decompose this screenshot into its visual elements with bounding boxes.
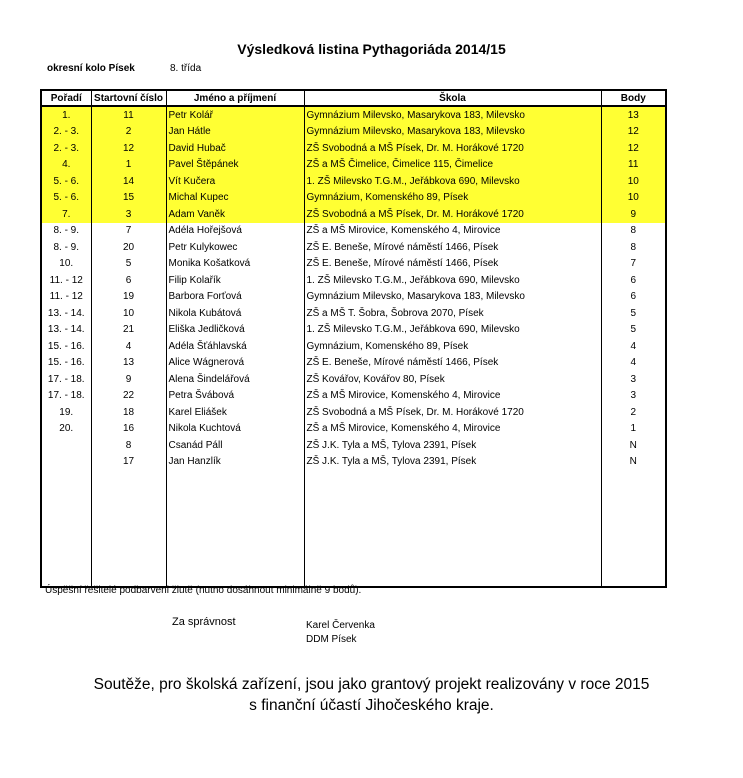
- table-row: [41, 322, 666, 339]
- empty-cell: [91, 487, 166, 504]
- start-number-cell: 3: [91, 206, 166, 223]
- rank-cell: 8. - 9.: [41, 239, 91, 256]
- points-cell: 3: [601, 371, 666, 388]
- points-cell: 2: [601, 404, 666, 421]
- name-cell: Petr Kolář: [166, 106, 304, 124]
- results-table: [40, 89, 667, 588]
- name-cell: Michal Kupec: [166, 190, 304, 207]
- empty-cell: [601, 487, 666, 504]
- table-row: [41, 454, 666, 471]
- points-cell: 1: [601, 421, 666, 438]
- name-cell: Petr Kulykowec: [166, 239, 304, 256]
- rank-cell: 17. - 18.: [41, 388, 91, 405]
- table-row: [41, 421, 666, 438]
- school-cell: 1. ZŠ Milevsko T.G.M., Jeřábkova 690, Milevsko: [304, 173, 601, 190]
- empty-cell: [601, 569, 666, 587]
- rank-cell: 11. - 12: [41, 289, 91, 306]
- school-cell: Gymnázium, Komenského 89, Písek: [304, 338, 601, 355]
- rank-cell: 13. - 14.: [41, 322, 91, 339]
- empty-cell: [304, 569, 601, 587]
- school-cell: ZŠ E. Beneše, Mírové náměstí 1466, Písek: [304, 256, 601, 273]
- empty-row: [41, 536, 666, 553]
- table-row: [41, 256, 666, 273]
- name-cell: Jan Hanzlík: [166, 454, 304, 471]
- rank-cell: 11. - 12: [41, 272, 91, 289]
- signature-org: DDM Písek: [306, 634, 357, 645]
- table-row: [41, 106, 666, 124]
- start-number-cell: 10: [91, 305, 166, 322]
- empty-cell: [166, 536, 304, 553]
- table-row: [41, 223, 666, 240]
- empty-cell: [601, 503, 666, 520]
- empty-cell: [166, 503, 304, 520]
- empty-cell: [166, 569, 304, 587]
- start-number-cell: 11: [91, 106, 166, 124]
- points-cell: 8: [601, 239, 666, 256]
- name-cell: Alena Šindelářová: [166, 371, 304, 388]
- footer-line-1: Soutěže, pro školská zařízení, jsou jako grantový projekt realizovány v roce 2015: [93, 676, 650, 693]
- header-start-number: Startovní číslo: [91, 90, 166, 106]
- empty-row: [41, 503, 666, 520]
- school-cell: ZŠ Svobodná a MŠ Písek, Dr. M. Horákové 1720: [304, 206, 601, 223]
- empty-cell: [41, 536, 91, 553]
- name-cell: Adam Vaněk: [166, 206, 304, 223]
- name-cell: Alice Wágnerová: [166, 355, 304, 372]
- table-header-row: [41, 90, 666, 106]
- school-cell: ZŠ J.K. Tyla a MŠ, Tylova 2391, Písek: [304, 454, 601, 471]
- points-cell: 7: [601, 256, 666, 273]
- points-cell: 10: [601, 173, 666, 190]
- points-cell: 9: [601, 206, 666, 223]
- start-number-cell: 22: [91, 388, 166, 405]
- table-row: [41, 305, 666, 322]
- start-number-cell: 15: [91, 190, 166, 207]
- start-number-cell: 8: [91, 437, 166, 454]
- table-row: [41, 388, 666, 405]
- empty-cell: [41, 569, 91, 587]
- start-number-cell: 2: [91, 124, 166, 141]
- table-row: [41, 371, 666, 388]
- name-cell: Nikola Kubátová: [166, 305, 304, 322]
- rank-cell: 1.: [41, 106, 91, 124]
- name-cell: Nikola Kuchtová: [166, 421, 304, 438]
- start-number-cell: 16: [91, 421, 166, 438]
- rank-cell: 17. - 18.: [41, 371, 91, 388]
- empty-cell: [304, 520, 601, 537]
- rank-cell: 13. - 14.: [41, 305, 91, 322]
- empty-cell: [41, 553, 91, 570]
- name-cell: Karel Eliášek: [166, 404, 304, 421]
- points-cell: 12: [601, 140, 666, 157]
- empty-cell: [41, 503, 91, 520]
- school-cell: ZŠ a MŠ T. Šobra, Šobrova 2070, Písek: [304, 305, 601, 322]
- rank-cell: 19.: [41, 404, 91, 421]
- school-cell: ZŠ Svobodná a MŠ Písek, Dr. M. Horákové 1720: [304, 404, 601, 421]
- empty-cell: [304, 536, 601, 553]
- grade-label: 8. třída: [170, 63, 202, 74]
- header-name: Jméno a příjmení: [166, 90, 304, 106]
- points-cell: 3: [601, 388, 666, 405]
- empty-row: [41, 470, 666, 487]
- empty-cell: [91, 569, 166, 587]
- name-cell: Csanád Páll: [166, 437, 304, 454]
- points-cell: 5: [601, 322, 666, 339]
- table-row: [41, 289, 666, 306]
- points-cell: 13: [601, 106, 666, 124]
- start-number-cell: 19: [91, 289, 166, 306]
- empty-cell: [91, 470, 166, 487]
- name-cell: Jan Hátle: [166, 124, 304, 141]
- table-row: [41, 190, 666, 207]
- empty-cell: [601, 553, 666, 570]
- empty-cell: [41, 470, 91, 487]
- table-row: [41, 239, 666, 256]
- school-cell: Gymnázium Milevsko, Masarykova 183, Milevsko: [304, 106, 601, 124]
- rank-cell: 20.: [41, 421, 91, 438]
- empty-cell: [304, 503, 601, 520]
- points-cell: 5: [601, 305, 666, 322]
- empty-cell: [91, 553, 166, 570]
- rank-cell: 2. - 3.: [41, 140, 91, 157]
- points-cell: N: [601, 437, 666, 454]
- name-cell: Filip Kolařík: [166, 272, 304, 289]
- school-cell: Gymnázium, Komenského 89, Písek: [304, 190, 601, 207]
- empty-row: [41, 569, 666, 587]
- name-cell: Petra Švábová: [166, 388, 304, 405]
- footer-line-2: s finanční účastí Jihočeského kraje.: [249, 697, 494, 714]
- name-cell: Barbora Forťová: [166, 289, 304, 306]
- name-cell: Pavel Štěpánek: [166, 157, 304, 174]
- table-row: [41, 157, 666, 174]
- table-row: [41, 355, 666, 372]
- table-row: [41, 404, 666, 421]
- points-cell: 11: [601, 157, 666, 174]
- rank-cell: [41, 437, 91, 454]
- empty-cell: [601, 470, 666, 487]
- start-number-cell: 21: [91, 322, 166, 339]
- school-cell: ZŠ a MŠ Čimelice, Čimelice 115, Čimelice: [304, 157, 601, 174]
- empty-row: [41, 553, 666, 570]
- start-number-cell: 4: [91, 338, 166, 355]
- district-label: okresní kolo Písek: [47, 63, 135, 74]
- table-row: [41, 140, 666, 157]
- start-number-cell: 20: [91, 239, 166, 256]
- empty-cell: [304, 553, 601, 570]
- rank-cell: 2. - 3.: [41, 124, 91, 141]
- empty-row: [41, 487, 666, 504]
- empty-cell: [166, 487, 304, 504]
- school-cell: ZŠ a MŠ Mirovice, Komenského 4, Mirovice: [304, 223, 601, 240]
- start-number-cell: 5: [91, 256, 166, 273]
- points-cell: N: [601, 454, 666, 471]
- table-body: [41, 106, 666, 587]
- points-cell: 6: [601, 289, 666, 306]
- points-cell: 12: [601, 124, 666, 141]
- rank-cell: 5. - 6.: [41, 190, 91, 207]
- signature-name: Karel Červenka: [306, 620, 375, 631]
- table-row: [41, 272, 666, 289]
- empty-cell: [166, 553, 304, 570]
- empty-cell: [41, 487, 91, 504]
- school-cell: ZŠ E. Beneše, Mírové náměstí 1466, Písek: [304, 239, 601, 256]
- empty-cell: [601, 520, 666, 537]
- name-cell: Vít Kučera: [166, 173, 304, 190]
- school-cell: 1. ZŠ Milevsko T.G.M., Jeřábkova 690, Milevsko: [304, 322, 601, 339]
- rank-cell: 15. - 16.: [41, 355, 91, 372]
- rank-cell: 10.: [41, 256, 91, 273]
- start-number-cell: 13: [91, 355, 166, 372]
- empty-cell: [91, 536, 166, 553]
- rank-cell: 5. - 6.: [41, 173, 91, 190]
- name-cell: David Hubač: [166, 140, 304, 157]
- document-title: Výsledková listina Pythagoriáda 2014/15: [237, 41, 506, 57]
- table-row: [41, 437, 666, 454]
- empty-cell: [304, 487, 601, 504]
- name-cell: Monika Košatková: [166, 256, 304, 273]
- points-cell: 4: [601, 338, 666, 355]
- empty-cell: [166, 470, 304, 487]
- empty-cell: [166, 520, 304, 537]
- signature-label: Za správnost: [172, 616, 236, 628]
- school-cell: ZŠ Kovářov, Kovářov 80, Písek: [304, 371, 601, 388]
- school-cell: ZŠ a MŠ Mirovice, Komenského 4, Mirovice: [304, 388, 601, 405]
- rank-cell: 4.: [41, 157, 91, 174]
- rank-cell: [41, 454, 91, 471]
- header-school: Škola: [304, 90, 601, 106]
- header-points: Body: [601, 90, 666, 106]
- success-note: Úspěšní řešitelé podbarveni žlutě (nutno dosáhnout minimálně 9 bodů).: [45, 585, 362, 596]
- empty-cell: [91, 503, 166, 520]
- empty-cell: [91, 520, 166, 537]
- empty-cell: [601, 536, 666, 553]
- empty-cell: [41, 520, 91, 537]
- name-cell: Eliška Jedličková: [166, 322, 304, 339]
- start-number-cell: 18: [91, 404, 166, 421]
- rank-cell: 15. - 16.: [41, 338, 91, 355]
- empty-row: [41, 520, 666, 537]
- points-cell: 6: [601, 272, 666, 289]
- start-number-cell: 9: [91, 371, 166, 388]
- school-cell: Gymnázium Milevsko, Masarykova 183, Milevsko: [304, 124, 601, 141]
- table-row: [41, 338, 666, 355]
- start-number-cell: 17: [91, 454, 166, 471]
- start-number-cell: 1: [91, 157, 166, 174]
- school-cell: Gymnázium Milevsko, Masarykova 183, Milevsko: [304, 289, 601, 306]
- points-cell: 8: [601, 223, 666, 240]
- points-cell: 4: [601, 355, 666, 372]
- rank-cell: 7.: [41, 206, 91, 223]
- start-number-cell: 7: [91, 223, 166, 240]
- school-cell: ZŠ Svobodná a MŠ Písek, Dr. M. Horákové 1720: [304, 140, 601, 157]
- name-cell: Adéla Hořejšová: [166, 223, 304, 240]
- rank-cell: 8. - 9.: [41, 223, 91, 240]
- school-cell: 1. ZŠ Milevsko T.G.M., Jeřábkova 690, Milevsko: [304, 272, 601, 289]
- points-cell: 10: [601, 190, 666, 207]
- start-number-cell: 12: [91, 140, 166, 157]
- name-cell: Adéla Šťáhlavská: [166, 338, 304, 355]
- school-cell: ZŠ E. Beneše, Mírové náměstí 1466, Písek: [304, 355, 601, 372]
- empty-cell: [304, 470, 601, 487]
- table-row: [41, 206, 666, 223]
- start-number-cell: 6: [91, 272, 166, 289]
- school-cell: ZŠ J.K. Tyla a MŠ, Tylova 2391, Písek: [304, 437, 601, 454]
- school-cell: ZŠ a MŠ Mirovice, Komenského 4, Mirovice: [304, 421, 601, 438]
- header-rank: Pořadí: [41, 90, 91, 106]
- table-row: [41, 124, 666, 141]
- table-row: [41, 173, 666, 190]
- start-number-cell: 14: [91, 173, 166, 190]
